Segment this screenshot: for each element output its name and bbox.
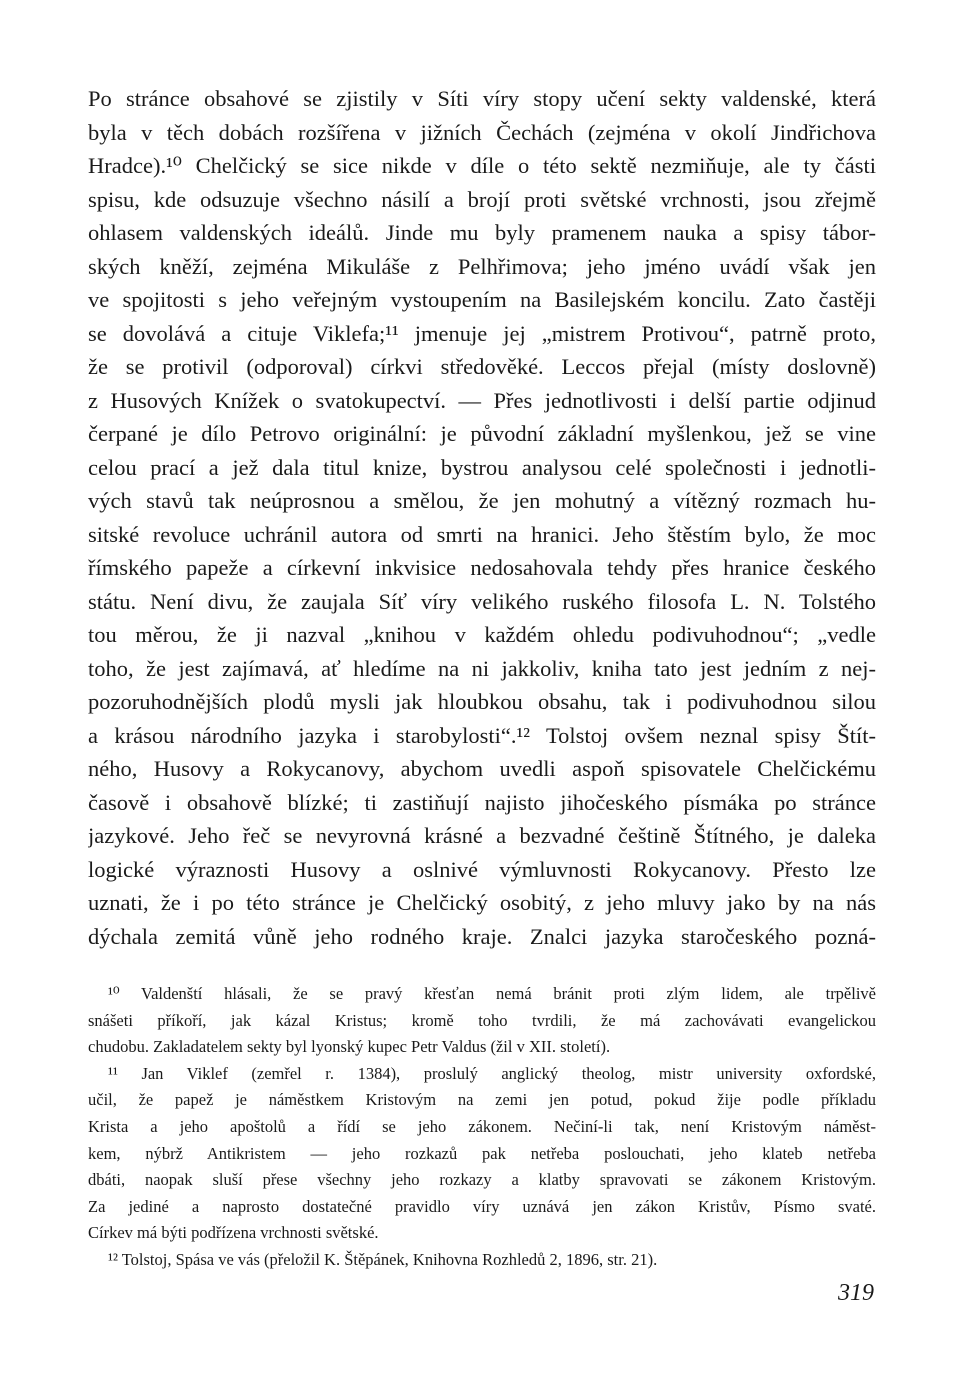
body-line: jazykové. Jeho řeč se nevyrovná krásné a bezvadné češtině Štítného, je daleka	[88, 823, 876, 848]
footnote-line: ¹⁰ Valdenští hlásali, že se pravý křesťan nemá bránit proti zlým lidem, ale trpělivě	[108, 984, 876, 1003]
page-content	[88, 82, 876, 1274]
body-line: spisu, kde odsuzuje všechno násilí a brojí proti světské vrchnosti, jsou zřejmě	[88, 186, 876, 212]
body-line: toho, že jest zajímavá, ať hledíme na ni jakkoliv, kniha tato jest jedním z nej-	[88, 655, 876, 681]
body-line: uznati, že i po této stránce je Chelčický osobitý, z jeho mluvy jako by na nás	[88, 890, 876, 915]
body-line: ských kněží, zejména Mikuláše z Pelhřimova; jeho jméno uvádí však jen	[88, 253, 876, 279]
body-line: vých stavů tak neúprosnou a smělou, že jen mohutný a vítězný rozmach hu-	[88, 488, 876, 513]
body-line: logické výraznosti Husovy a oslnivé výmluvnosti Rokycanovy. Přesto lze	[88, 856, 876, 882]
body-line: pozoruhodnějších plodů mysli jak hloubkou obsahu, tak i podivuhodnou silou	[88, 689, 876, 714]
body-line: Po stránce obsahové se zjistily v Síti víry stopy učení sekty valdenské, která	[88, 86, 876, 111]
body-line: dýchala zemitá vůně jeho rodného kraje. Znalci jazyka staročeského pozná-	[88, 923, 876, 949]
footnote-line: Za jediné a naprosto dostatečné pravidlo víry uznává jen zákon Kristův, Písmo svaté.	[88, 1196, 876, 1216]
body-line: že se protivil (odporoval) církvi středověké. Leccos přejal (místy doslovně)	[88, 354, 876, 379]
footnote	[88, 981, 876, 1061]
footnote-line: učil, že papež je náměstkem Kristovým na zemi jen potud, pokud žije podle příkladu	[88, 1090, 876, 1110]
body-line: ohlasem valdenských ideálů. Jinde mu byly pramenem nauka a spisy tábor-	[88, 220, 876, 245]
body-line: z Husových Knížek o svatokupectví. — Přes jednotlivosti i delší partie odjinud	[88, 387, 876, 413]
footnote-line: dbáti, naopak sluší přese všechny jeho rozkazy a klatby spravovati se zákonem Kristovým.	[88, 1170, 876, 1190]
body-line: ve spojitosti s jeho veřejným vystoupením na Basilejském koncilu. Zato častěji	[88, 287, 876, 312]
footnote-line: ¹² Tolstoj, Spása ve vás (přeložil K. Štěpánek, Knihovna Rozhledů 2, 1896, str. 21).	[108, 1249, 658, 1269]
body-line: byla v těch dobách rozšířena v jižních Čechách (zejména v okolí Jindřichova	[88, 119, 876, 145]
footnote	[88, 1061, 876, 1247]
footnote-line: chudobu. Zakladatelem sekty byl lyonský kupec Petr Valdus (žil v XII. století).	[88, 1037, 611, 1057]
footnotes	[88, 981, 876, 1274]
footnote-line: ¹¹ Jan Viklef (zemřel r. 1384), proslulý anglický theolog, mistr university oxfordské,	[108, 1063, 876, 1083]
page-number: 319	[838, 1280, 874, 1306]
footnote	[88, 1247, 876, 1274]
footnote-line: snášeti příkoří, jak kázal Kristus; kromě toho tvrdili, že má zachovávati evangelickou	[88, 1010, 876, 1030]
body-line: státu. Není divu, že zaujala Síť víry velikého ruského filosofa L. N. Tolstého	[88, 588, 876, 614]
footnote-line: kem, nýbrž Antikristem — jeho rozkazů pak netřeba poslouchati, jeho klateb netřeba	[88, 1143, 876, 1163]
body-line: časově i obsahově blízké; ti zastiňují najisto jihočeského písmáka po stránce	[88, 789, 876, 815]
body-line: a krásou národního jazyka i starobylosti“.¹² Tolstoj ovšem neznal spisy Štít-	[88, 722, 876, 748]
body-line: celou prací a jež dala titul knize, bystrou analysou celé společnosti i jednotli-	[88, 454, 876, 480]
footnote-line: Krista a jeho apoštolů a řídí se jeho zákonem. Nečiní-li tak, není Kristovým náměst-	[88, 1116, 876, 1136]
body-line: se dovolává a cituje Viklefa;¹¹ jmenuje jej „mistrem Protivou“, patrně proto,	[88, 320, 876, 346]
body-line: ného, Husovy a Rokycanovy, abychom uvedli aspoň spisovatele Chelčickému	[88, 756, 876, 781]
body-line: sitské revoluce uchránil autora od smrti na hranici. Jeho štěstím bylo, že moc	[88, 521, 876, 547]
body-text	[88, 82, 876, 953]
body-line: tou měrou, že ji nazval „knihou v každém ohledu podivuhodnou“; „vedle	[88, 622, 876, 647]
body-line: Hradce).¹⁰ Chelčický se sice nikde v díle o této sektě nezmiňuje, ale ty části	[88, 153, 876, 178]
body-line: čerpané je dílo Petrovo originální: je původní základní myšlenkou, jež se vine	[88, 421, 876, 446]
footnote-line: Církev má býti podřízena vrchnosti světské.	[88, 1223, 379, 1243]
body-line: římského papeže a církevní inkvisice nedosahovala tehdy přes hranice českého	[88, 555, 876, 580]
